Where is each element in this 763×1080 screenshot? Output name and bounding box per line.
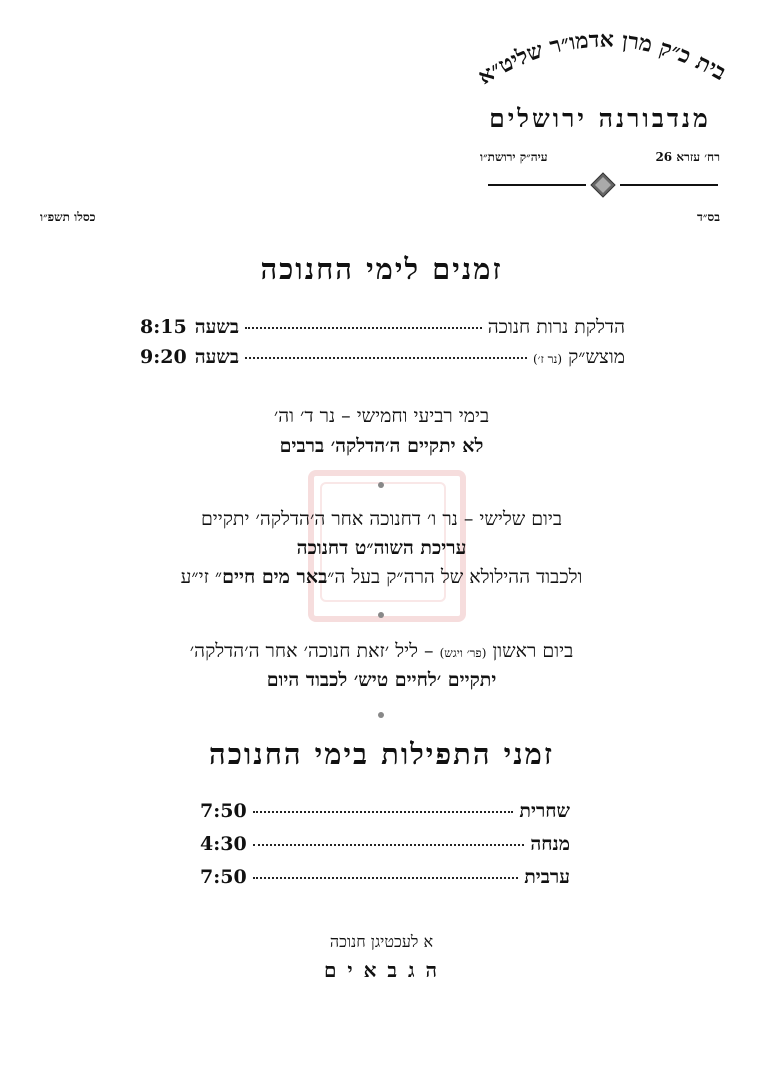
prayer-row-mincha xyxy=(200,833,570,856)
notice-3-line-1-a: ביום ראשון xyxy=(492,640,574,662)
hebrew-date: כסלו תשפ״ו xyxy=(40,210,96,224)
leader-dots xyxy=(245,327,482,329)
motzash-row xyxy=(140,346,625,369)
prayer-time: 4:30 xyxy=(200,833,247,855)
leader-dots xyxy=(253,811,514,813)
separator-dot xyxy=(378,612,384,618)
separator-dot xyxy=(378,482,384,488)
institution-name: בית כ״ק מרן אדמו״ר שליט״א xyxy=(473,28,731,91)
institution-arc-title xyxy=(455,28,745,108)
row-prefix: בשעה xyxy=(194,346,239,368)
notice-3-line-1-b: – ליל ׳זאת חנוכה׳ אחר ה׳הדלקה׳ xyxy=(189,640,434,662)
diamond-divider xyxy=(488,172,718,198)
separator-dot xyxy=(378,712,384,718)
notice-3-line-2: יתקיים ׳לחיים טיש׳ לכבוד היום xyxy=(266,669,497,691)
prayer-label: ערבית xyxy=(524,866,570,888)
notice-2-line-3-a: ולכבוד ההילולא של הרה״ק בעל ה״ xyxy=(327,566,583,588)
notice-3-line-1-note: (פר׳ ויגש) xyxy=(439,646,487,660)
address-line xyxy=(480,150,720,165)
signature-gabbaim: ה ג ב א י ם xyxy=(323,958,440,982)
notice-2-line-1: ביום שלישי – נר ו׳ דחנוכה אחר ה׳הדלקה׳ יתקיים xyxy=(200,508,563,530)
prayer-time: 7:50 xyxy=(200,866,247,888)
prayer-row-shacharit xyxy=(200,800,570,823)
city-title: מנדבורנה ירושלים xyxy=(489,104,711,133)
prayer-label: שחרית xyxy=(519,800,570,822)
notice-1-line-1: בימי רביעי וחמישי – נר ד׳ וה׳ xyxy=(273,405,490,427)
prayer-row-maariv xyxy=(200,866,570,889)
row-time: 8:15 xyxy=(140,316,187,338)
section-title-prayer-times: זמני התפילות בימי החנוכה xyxy=(209,737,554,771)
svg-text:בית כ״ק מרן אדמו״ר שליט״א xyxy=(473,28,730,90)
leader-dots xyxy=(253,844,525,846)
leader-dots xyxy=(245,357,527,359)
row-prefix: בשעה xyxy=(194,316,239,338)
notice-2-line-2: עריכת השוה״ט דחנוכה xyxy=(296,537,467,559)
notice-2-line-3 xyxy=(0,566,763,589)
address-street: רח׳ עזרא 26 xyxy=(655,150,720,164)
section-title-hanukkah-times: זמנים לימי החנוכה xyxy=(260,252,503,286)
address-city: עיה״ק ירושת״ו xyxy=(480,150,548,164)
candle-lighting-row xyxy=(140,316,625,339)
holiday-greeting: א לעכטיגן חנוכה xyxy=(329,932,434,951)
leader-dots xyxy=(253,877,519,879)
row-label: מוצש״ק xyxy=(568,346,625,368)
row-time: 9:20 xyxy=(140,346,187,368)
notice-3-line-1 xyxy=(0,640,763,663)
bsd-mark: בס״ד xyxy=(697,210,720,224)
prayer-label: מנחה xyxy=(530,833,570,855)
row-note: (נר ז׳) xyxy=(532,352,563,366)
notice-2-line-3-b: באר מים חיים xyxy=(222,566,328,588)
notice-1-line-2: לא יתקיים ה׳הדלקה׳ ברבים xyxy=(279,435,484,457)
row-label: הדלקת נרות חנוכה xyxy=(487,316,625,338)
notice-2-line-3-c: ״ זי״ע xyxy=(180,566,223,588)
prayer-time: 7:50 xyxy=(200,800,247,822)
